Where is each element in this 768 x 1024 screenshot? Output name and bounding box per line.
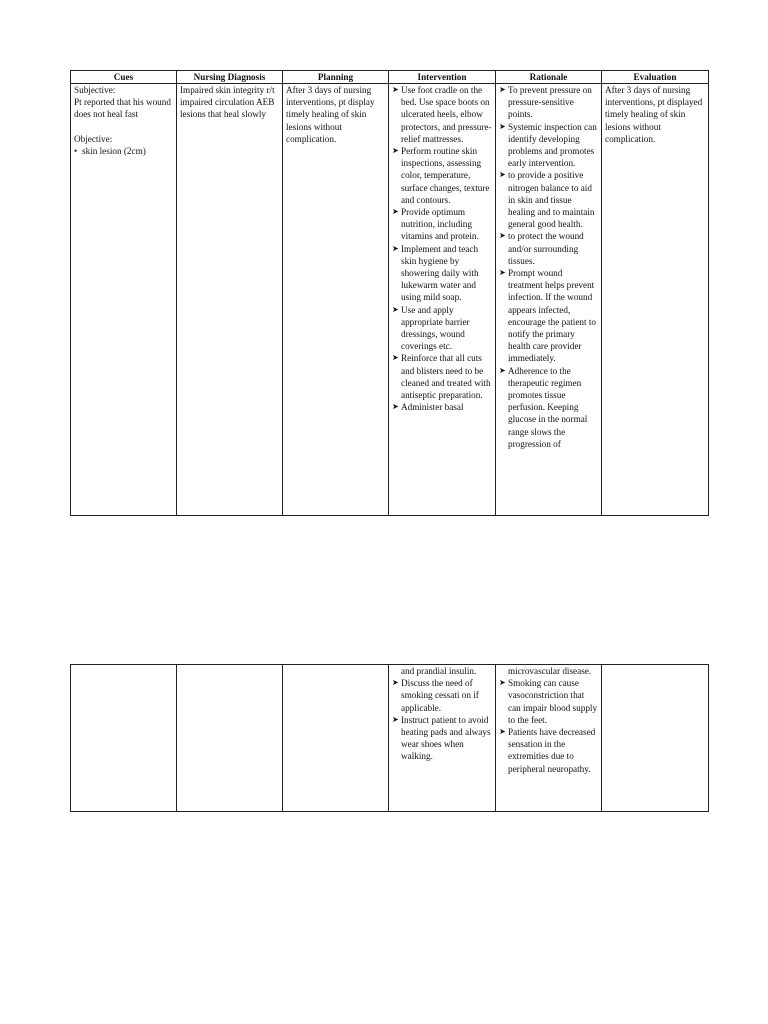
rationale-item: ➤ Smoking can cause vasoconstriction that can impair blood supply to the feet. [499,677,598,726]
rationale-item: ➤ Prompt wound treatment helps prevent infection. If the wound appears infected, encourage the patient to notify the primary health care provider immediately. [499,267,598,365]
care-plan-continuation-table [70,664,709,812]
objective-label: Objective: [74,133,113,144]
rationale-continuation: microvascular disease. [508,666,592,676]
objective-list [74,145,173,157]
planning-cell: After 3 days of nursing interventions, pt display timely healing of skin lesions without complication. [283,84,389,516]
rationale-item: ➤ Systemic inspection can identify developing problems and promotes early intervention. [499,121,598,170]
intervention-item: ➤ Perform routine skin inspections, assessing color, temperature, surface changes, texture and contours. [392,145,492,206]
header-evaluation: Evaluation [602,71,709,84]
intervention-item: ➤ Discuss the need of smoking cessati on if applicable. [392,677,492,714]
intervention-cell [389,84,496,516]
rationale-cell [496,665,602,812]
evaluation-cell: After 3 days of nursing interventions, pt displayed timely healing of skin lesions without complication. [602,84,709,516]
intervention-item: ➤ Instruct patient to avoid heating pads and always wear shoes when walking. [392,714,492,763]
rationale-item: ➤ Adherence to the therapeutic regimen promotes tissue perfusion. Keeping glucose in the normal range slows the progression of [499,365,598,450]
subjective-text: Pt reported that his wound does not heal fast [74,97,171,120]
header-rationale: Rationale [496,71,602,84]
header-planning: Planning [283,71,389,84]
rationale-cell [496,84,602,516]
rationale-item: ➤ Patients have decreased sensation in the extremities due to peripheral neuropathy. [499,726,598,775]
header-row [71,71,709,84]
header-nursing-diagnosis: Nursing Diagnosis [177,71,283,84]
intervention-item: ➤ Implement and teach skin hygiene by showering daily with lukewarm water and using mild soap. [392,243,492,304]
diagnosis-cell: Impaired skin integrity r/t impaired circulation AEB lesions that heal slowly [177,84,283,516]
care-plan-table [70,70,709,516]
rationale-list [499,677,598,775]
evaluation-cell [602,665,709,812]
rationale-item: ➤ To prevent pressure on pressure-sensitive points. [499,84,598,121]
rationale-item: ➤ to protect the wound and/or surrounding tissues. [499,230,598,267]
header-intervention: Intervention [389,71,496,84]
intervention-cell [389,665,496,812]
table-row [71,665,709,812]
subjective-label: Subjective: [74,85,116,95]
cues-cell [71,665,177,812]
objective-item: • skin lesion (2cm) [74,145,173,157]
intervention-list [392,677,492,762]
intervention-item: ➤ Use foot cradle on the bed. Use space boots on ulcerated heels, elbow protectors, and pressure-relief mattresses. [392,84,492,145]
planning-cell [283,665,389,812]
intervention-item: ➤ Use and apply appropriate barrier dressings, wound coverings etc. [392,304,492,353]
rationale-item: ➤ to provide a positive nitrogen balance to aid in skin and tissue healing and to maintain general good health. [499,169,598,230]
header-cues: Cues [71,71,177,84]
intervention-continuation: and prandial insulin. [401,666,477,676]
intervention-item: ➤ Reinforce that all cuts and blisters need to be cleaned and treated with antiseptic preparation. [392,352,492,401]
intervention-item: ➤ Administer basal [392,401,492,413]
intervention-list [392,84,492,413]
diagnosis-cell [177,665,283,812]
table-row [71,84,709,516]
rationale-list [499,84,598,450]
cues-cell [71,84,177,516]
intervention-item: ➤ Provide optimum nutrition, including vitamins and protein. [392,206,492,243]
